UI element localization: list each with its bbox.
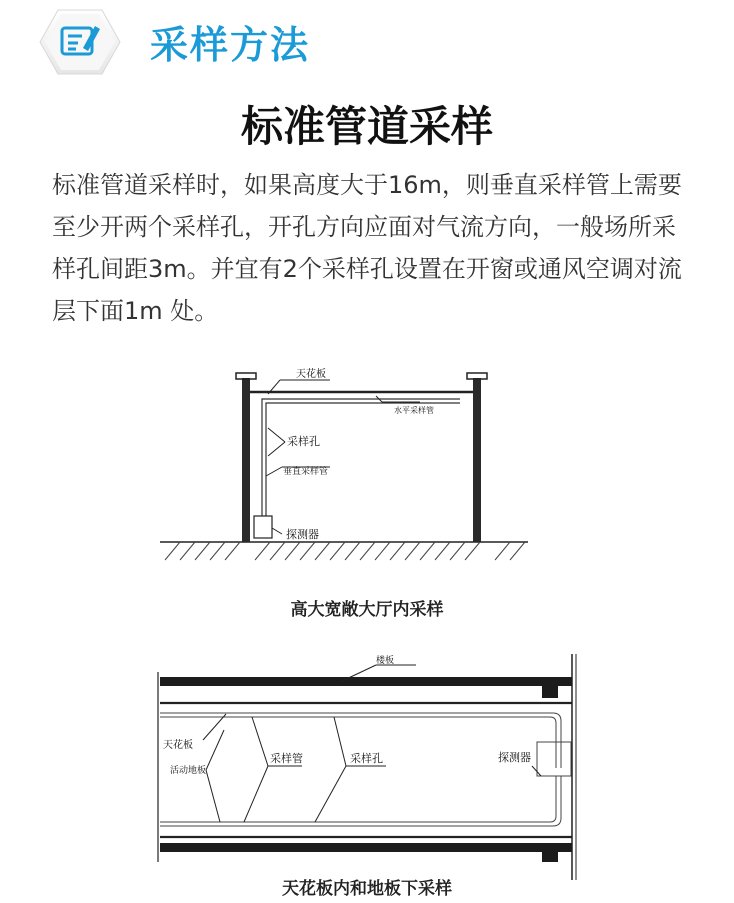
raised-floor-label: 活动地板: [170, 766, 207, 776]
body-paragraph: 标准管道采样时，如果高度大于16m，则垂直采样管上需要至少开两个采样孔，开孔方向应面对气流方向，一般场所采样孔间距3m。并宜有2个采样孔设置在开窗或通风空调对流层下面1m 处。: [52, 171, 682, 325]
ceiling-floor-sampling-diagram: [0, 648, 734, 880]
sampling-hole-label-2: 采样孔: [350, 752, 383, 765]
ceiling-label-2: 天花板: [163, 740, 193, 751]
detector-label: 探测器: [286, 528, 319, 541]
horizontal-pipe-label: 水平采样管: [394, 406, 434, 415]
ceiling-label: 天花板: [296, 369, 326, 380]
sampling-pipe-label: 采样管: [270, 752, 303, 765]
sampling-hole-label: 采样孔: [287, 435, 320, 448]
hall-sampling-diagram: [0, 360, 734, 570]
floor-slab-label: 楼板: [376, 656, 395, 666]
section-title: 采样方法: [150, 23, 311, 67]
page-title: 标准管道采样: [240, 102, 493, 151]
figure2-caption: 天花板内和地板下采样: [282, 879, 452, 899]
figure1-caption: 高大宽敞大厅内采样: [290, 600, 444, 620]
detector-label-2: 探测器: [498, 751, 531, 764]
vertical-pipe-label: 垂直采样管: [283, 467, 329, 477]
document-edit-icon: [38, 6, 122, 78]
